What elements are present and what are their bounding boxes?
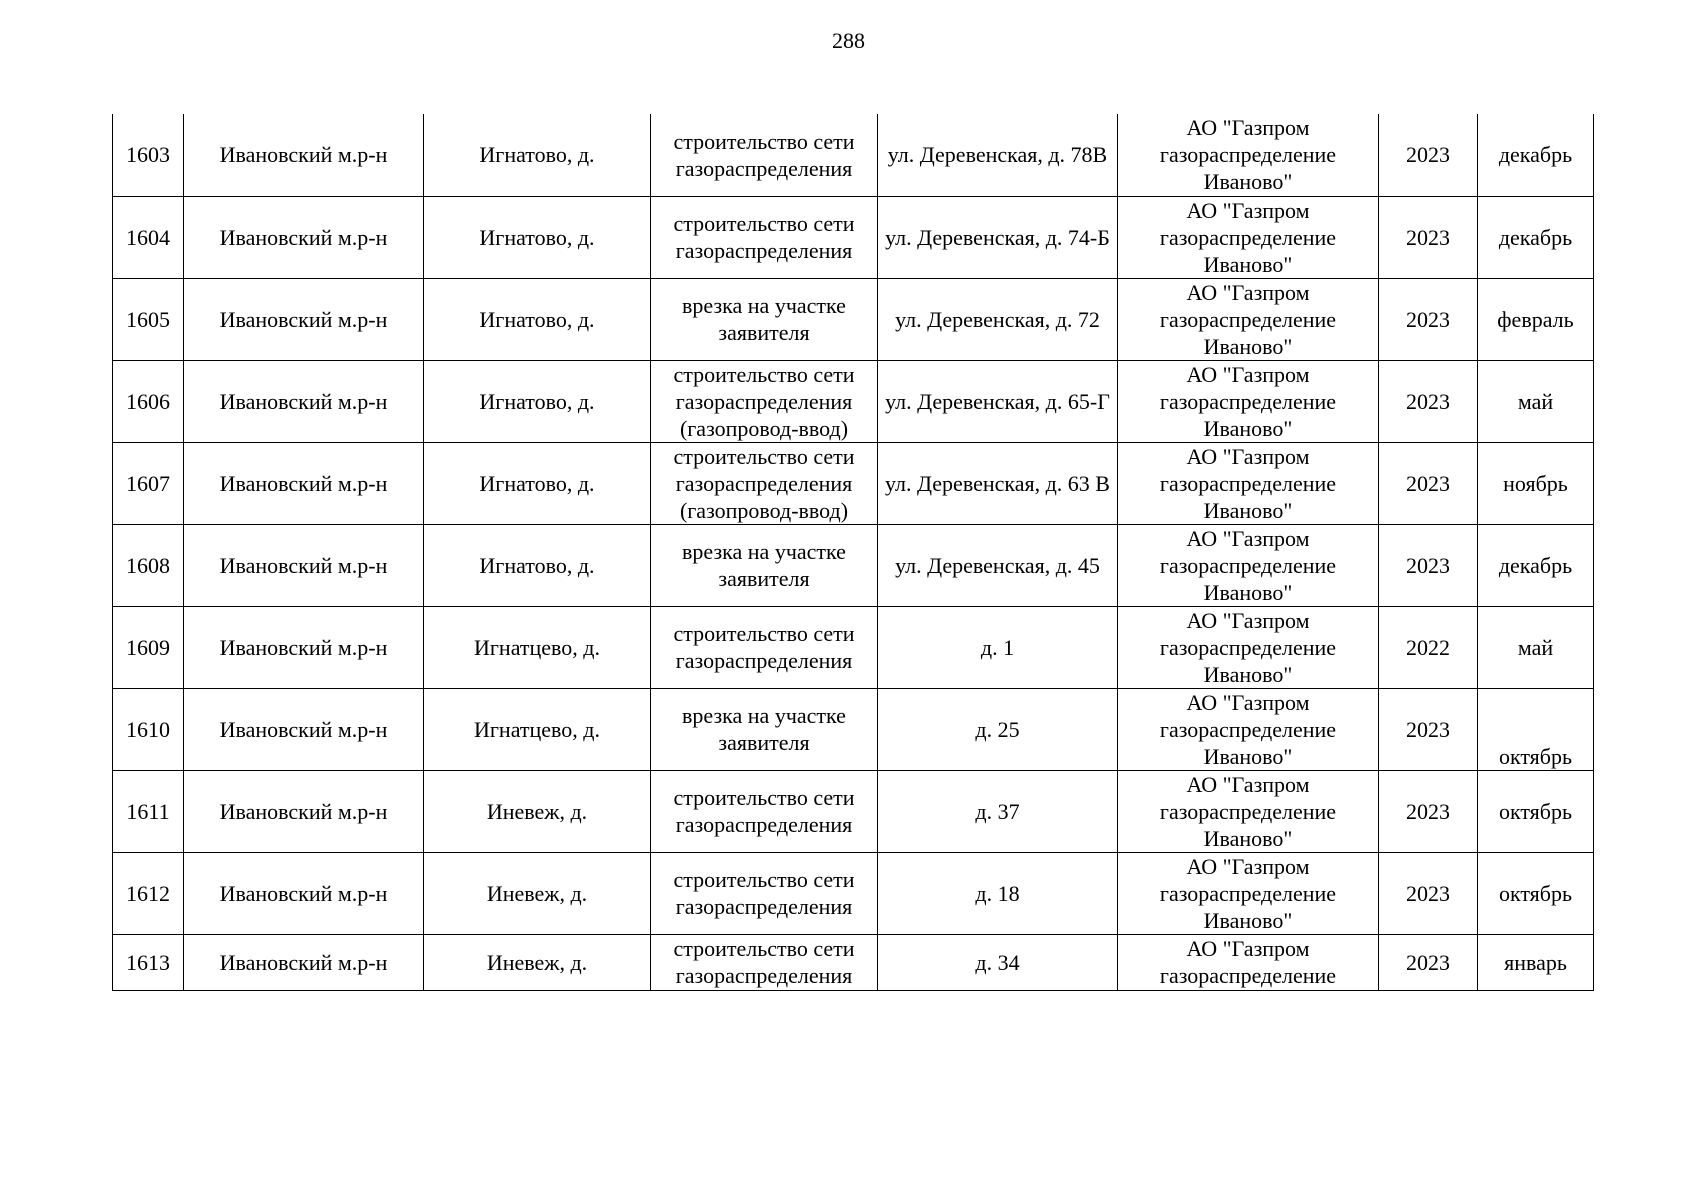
- organization: АО "Газпром газораспределение Иваново": [1118, 360, 1379, 442]
- month: [1478, 934, 1594, 990]
- page-number: 288: [832, 28, 865, 53]
- year: [1379, 934, 1478, 990]
- district: Ивановский м.р-н: [184, 360, 424, 442]
- address: д. 18: [878, 852, 1118, 934]
- month: декабрь: [1478, 196, 1594, 278]
- work-type: строительство сети газораспределения: [651, 114, 878, 196]
- organization: АО "Газпром газораспределение Иваново": [1118, 688, 1379, 770]
- row-number: [113, 934, 184, 990]
- organization: АО "Газпром газораспределение Иваново": [1118, 770, 1379, 852]
- month: декабрь: [1478, 114, 1594, 196]
- work-type: строительство сети газораспределения: [651, 606, 878, 688]
- locality: Игнатцево, д.: [424, 688, 651, 770]
- table-row: [113, 688, 1594, 770]
- table-row: [113, 278, 1594, 360]
- work-type: строительство сети газораспределения: [651, 852, 878, 934]
- address: ул. Деревенская, д. 74-Б: [878, 196, 1118, 278]
- work-type: врезка на участке заявителя: [651, 688, 878, 770]
- organization: АО "Газпром газораспределение Иваново": [1118, 852, 1379, 934]
- work-type: строительство сети газораспределения: [651, 770, 878, 852]
- year: 2023: [1379, 196, 1478, 278]
- organization: АО "Газпром газораспределение Иваново": [1118, 442, 1379, 524]
- year-text: 2023: [1406, 949, 1450, 975]
- locality: Игнатово, д.: [424, 114, 651, 196]
- address: ул. Деревенская, д. 63 В: [878, 442, 1118, 524]
- district: Ивановский м.р-н: [184, 524, 424, 606]
- row-number: 1605: [113, 278, 184, 360]
- month: февраль: [1478, 278, 1594, 360]
- month: декабрь: [1478, 524, 1594, 606]
- work-type: врезка на участке заявителя: [651, 524, 878, 606]
- row-number: 1610: [113, 688, 184, 770]
- year: 2023: [1379, 114, 1478, 196]
- table-row: [113, 360, 1594, 442]
- table-row: [113, 114, 1594, 196]
- row-number: 1604: [113, 196, 184, 278]
- locality: Игнатово, д.: [424, 278, 651, 360]
- address: ул. Деревенская, д. 72: [878, 278, 1118, 360]
- table-row: [113, 934, 1594, 990]
- address: [878, 934, 1118, 990]
- table-row: [113, 442, 1594, 524]
- district: [184, 934, 424, 990]
- organization: АО "Газпром газораспределение Иваново": [1118, 196, 1379, 278]
- year: 2022: [1379, 606, 1478, 688]
- work-type: строительство сети газораспределения (газопровод-ввод): [651, 360, 878, 442]
- locality: Игнатово, д.: [424, 524, 651, 606]
- month: октябрь: [1478, 688, 1594, 770]
- row-number-text: 1613: [126, 949, 170, 975]
- row-number: 1609: [113, 606, 184, 688]
- year: 2023: [1379, 688, 1478, 770]
- locality: Игнатово, д.: [424, 196, 651, 278]
- address: д. 1: [878, 606, 1118, 688]
- month: октябрь: [1478, 852, 1594, 934]
- table-row: [113, 606, 1594, 688]
- work-type: [651, 934, 878, 990]
- district: Ивановский м.р-н: [184, 196, 424, 278]
- district: Ивановский м.р-н: [184, 688, 424, 770]
- organization: АО "Газпром газораспределение Иваново": [1118, 278, 1379, 360]
- locality: [424, 934, 651, 990]
- locality: Игнатцево, д.: [424, 606, 651, 688]
- year: 2023: [1379, 524, 1478, 606]
- locality: Иневеж, д.: [424, 770, 651, 852]
- row-number: 1607: [113, 442, 184, 524]
- organization: [1118, 934, 1379, 990]
- organization-text: АО "Газпром газораспределение: [1159, 936, 1337, 988]
- locality: Игнатово, д.: [424, 360, 651, 442]
- district: Ивановский м.р-н: [184, 278, 424, 360]
- year: 2023: [1379, 278, 1478, 360]
- district: Ивановский м.р-н: [184, 770, 424, 852]
- address: д. 25: [878, 688, 1118, 770]
- year: 2023: [1379, 360, 1478, 442]
- row-number: 1603: [113, 114, 184, 196]
- month: ноябрь: [1478, 442, 1594, 524]
- district: Ивановский м.р-н: [184, 606, 424, 688]
- table-row: [113, 196, 1594, 278]
- organization: АО "Газпром газораспределение Иваново": [1118, 524, 1379, 606]
- district: Ивановский м.р-н: [184, 442, 424, 524]
- work-type: строительство сети газораспределения (газопровод-ввод): [651, 442, 878, 524]
- district: Ивановский м.р-н: [184, 114, 424, 196]
- month-text: январь: [1504, 949, 1567, 975]
- year: 2023: [1379, 770, 1478, 852]
- organization: АО "Газпром газораспределение Иваново": [1118, 114, 1379, 196]
- locality: Игнатово, д.: [424, 442, 651, 524]
- row-number: 1611: [113, 770, 184, 852]
- row-number: 1608: [113, 524, 184, 606]
- month: май: [1478, 606, 1594, 688]
- address: ул. Деревенская, д. 45: [878, 524, 1118, 606]
- work-type-text: строительство сети газораспределения: [673, 936, 855, 988]
- gasification-plan-table: [112, 114, 1594, 991]
- address-text: д. 34: [975, 949, 1020, 975]
- year: 2023: [1379, 442, 1478, 524]
- district-text: Ивановский м.р-н: [219, 949, 388, 975]
- row-number: 1612: [113, 852, 184, 934]
- locality-text: Иневеж, д.: [486, 949, 588, 975]
- address: ул. Деревенская, д. 78В: [878, 114, 1118, 196]
- work-type: врезка на участке заявителя: [651, 278, 878, 360]
- district: Ивановский м.р-н: [184, 852, 424, 934]
- work-type: строительство сети газораспределения: [651, 196, 878, 278]
- table-row: [113, 852, 1594, 934]
- organization: АО "Газпром газораспределение Иваново": [1118, 606, 1379, 688]
- month: май: [1478, 360, 1594, 442]
- row-number: 1606: [113, 360, 184, 442]
- address: ул. Деревенская, д. 65-Г: [878, 360, 1118, 442]
- locality: Иневеж, д.: [424, 852, 651, 934]
- table-row: [113, 524, 1594, 606]
- month: октябрь: [1478, 770, 1594, 852]
- table-row: [113, 770, 1594, 852]
- year: 2023: [1379, 852, 1478, 934]
- address: д. 37: [878, 770, 1118, 852]
